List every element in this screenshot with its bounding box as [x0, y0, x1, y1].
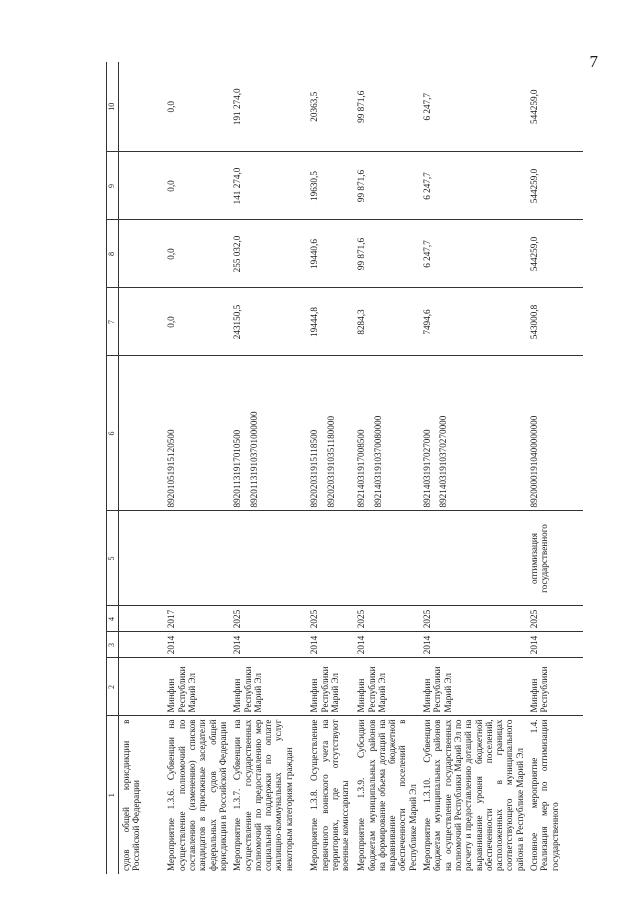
budget-code: 89200001910400000000: [529, 415, 540, 508]
value-cell: оптимизация государственного: [527, 511, 583, 606]
value-cell: [118, 511, 164, 606]
value-cell: 0,0: [164, 152, 230, 220]
value-cell: 99 871,6: [354, 220, 420, 288]
executor-cell: Минфин Республики Марий Эл: [354, 658, 420, 716]
value-cell: 7494,6: [420, 288, 527, 356]
value-cell: [164, 511, 230, 606]
budget-code-cell: [307, 356, 354, 511]
budget-code-cell: [420, 356, 527, 511]
value-cell: 0,0: [164, 62, 230, 152]
header-cell: 3: [107, 632, 119, 658]
rotated-table-container: [106, 62, 604, 874]
page-number: 7: [589, 52, 598, 71]
budget-code: 89201051915120500: [166, 429, 177, 508]
budget-code-cell: [354, 356, 420, 511]
value-cell: 2017: [164, 606, 230, 632]
value-cell: 141 274,0: [230, 152, 307, 220]
value-cell: 2014: [307, 632, 354, 658]
budget-code: 89214031910370270000: [438, 415, 449, 508]
header-row: [107, 62, 119, 874]
value-cell: [230, 511, 307, 606]
value-cell: 2025: [527, 606, 583, 632]
value-cell: 6 247,7: [420, 220, 527, 288]
measure-name-cell: судов общей юрисдикции в Российской Федерации: [120, 719, 142, 871]
table-row: [354, 62, 420, 874]
value-cell: [307, 511, 354, 606]
value-cell: [118, 288, 164, 356]
value-cell: [118, 220, 164, 288]
value-cell: 19444,8: [307, 288, 354, 356]
value-cell: [420, 511, 527, 606]
value-cell: 2014: [230, 632, 307, 658]
value-cell: 19440,6: [307, 220, 354, 288]
budget-code-cell: [230, 356, 307, 511]
header-cell: 10: [107, 62, 119, 152]
budget-table: [106, 62, 583, 874]
value-cell: 2025: [354, 606, 420, 632]
value-cell: 255 032,0: [230, 220, 307, 288]
value-cell: 0,0: [164, 288, 230, 356]
measure-name-cell: Мероприятие 1.3.8. Осуществление первичного воинского учета на территориях, где отсутствуют военные комиссариаты: [309, 719, 351, 871]
executor-cell: Минфин Республики Марий Эл: [420, 658, 527, 716]
value-cell: 2014: [164, 632, 230, 658]
value-cell: 19630,5: [307, 152, 354, 220]
value-cell: [354, 511, 420, 606]
value-cell: 243150,5: [230, 288, 307, 356]
value-cell: [118, 632, 164, 658]
header-cell: 6: [107, 356, 119, 511]
header-cell: 1: [107, 716, 119, 874]
table-row: [118, 62, 164, 874]
value-cell: [118, 62, 164, 152]
value-cell: 2014: [420, 632, 527, 658]
value-cell: 2025: [307, 606, 354, 632]
executor-cell: [118, 658, 164, 716]
budget-code: 89214031917008500: [356, 429, 367, 508]
value-cell: 2025: [420, 606, 527, 632]
table-row: [164, 62, 230, 874]
header-cell: 7: [107, 288, 119, 356]
budget-code-cell: [118, 356, 164, 511]
header-cell: 9: [107, 152, 119, 220]
value-cell: 99 871,6: [354, 62, 420, 152]
executor-cell: Минфин Республики: [527, 658, 583, 716]
measure-name-cell: Мероприятие 1.3.9. Субсидии бюджетам муниципальных районов на формирование объема дотаций на выравнивание бюджетной обеспеченности поселений в Республике Марий Эл: [356, 719, 418, 871]
budget-code-cell: [164, 356, 230, 511]
measure-name-cell: Основное мероприятие 1.4. Реализация мер по оптимизации государственного: [529, 719, 560, 871]
executor-cell: Минфин Республики Марий Эл: [307, 658, 354, 716]
table-row: [307, 62, 354, 874]
budget-code: 89214031917027000: [422, 429, 433, 508]
measure-name-cell: Мероприятие 1.3.7. Субвенции на осуществление государственных полномочий по предоставлению мер социальной поддержки по оплате жилищно-коммунальных услуг некоторым категориям граждан: [232, 719, 294, 871]
value-cell: 2014: [527, 632, 583, 658]
value-cell: 6 247,7: [420, 152, 527, 220]
table-row: [230, 62, 307, 874]
table-row: [420, 62, 527, 874]
value-cell: 2025: [230, 606, 307, 632]
budget-code-cell: [527, 356, 583, 511]
measure-name-cell: Мероприятие 1.3.6. Субвенции на осуществление полномочий по составлению (изменению) списков кандидатов в присяжные заседатели федеральных судов общей юрисдикции в Российской Федерации: [166, 719, 228, 871]
value-cell: 8284,3: [354, 288, 420, 356]
budget-code: 89202031915118500: [309, 429, 320, 508]
header-cell: 2: [107, 658, 119, 716]
value-cell: 2014: [354, 632, 420, 658]
header-cell: 5: [107, 511, 119, 606]
budget-code: 89201131917010500: [232, 429, 243, 508]
value-cell: 544259,0: [527, 152, 583, 220]
executor-cell: Минфин Республики Марий Эл: [164, 658, 230, 716]
value-cell: [118, 606, 164, 632]
measure-name-cell: Мероприятие 1.3.10. Субвенции бюджетам муниципальных районов на осуществление государственных полномочий Республики Марий Эл по расчету и предоставлению дотаций на выравнивание уровня бюджетной обеспеченности поселений, расположенных в границах соответствующего муниципального района в Республике Марий Эл: [422, 719, 525, 871]
value-cell: 544259,0: [527, 62, 583, 152]
executor-cell: Минфин Республики Марий Эл: [230, 658, 307, 716]
value-cell: 544259,0: [527, 220, 583, 288]
header-cell: 4: [107, 606, 119, 632]
value-cell: 543000,8: [527, 288, 583, 356]
table-row: [527, 62, 583, 874]
value-cell: 99 871,6: [354, 152, 420, 220]
budget-code: 89214031910370080000: [372, 415, 383, 508]
value-cell: 6 247,7: [420, 62, 527, 152]
value-cell: 191 274,0: [230, 62, 307, 152]
value-cell: 0,0: [164, 220, 230, 288]
value-cell: [118, 152, 164, 220]
header-cell: 8: [107, 220, 119, 288]
value-cell: 20363,5: [307, 62, 354, 152]
budget-code: 892011319103701000000: [248, 411, 259, 508]
budget-code: 89202031910351180000: [325, 415, 336, 508]
